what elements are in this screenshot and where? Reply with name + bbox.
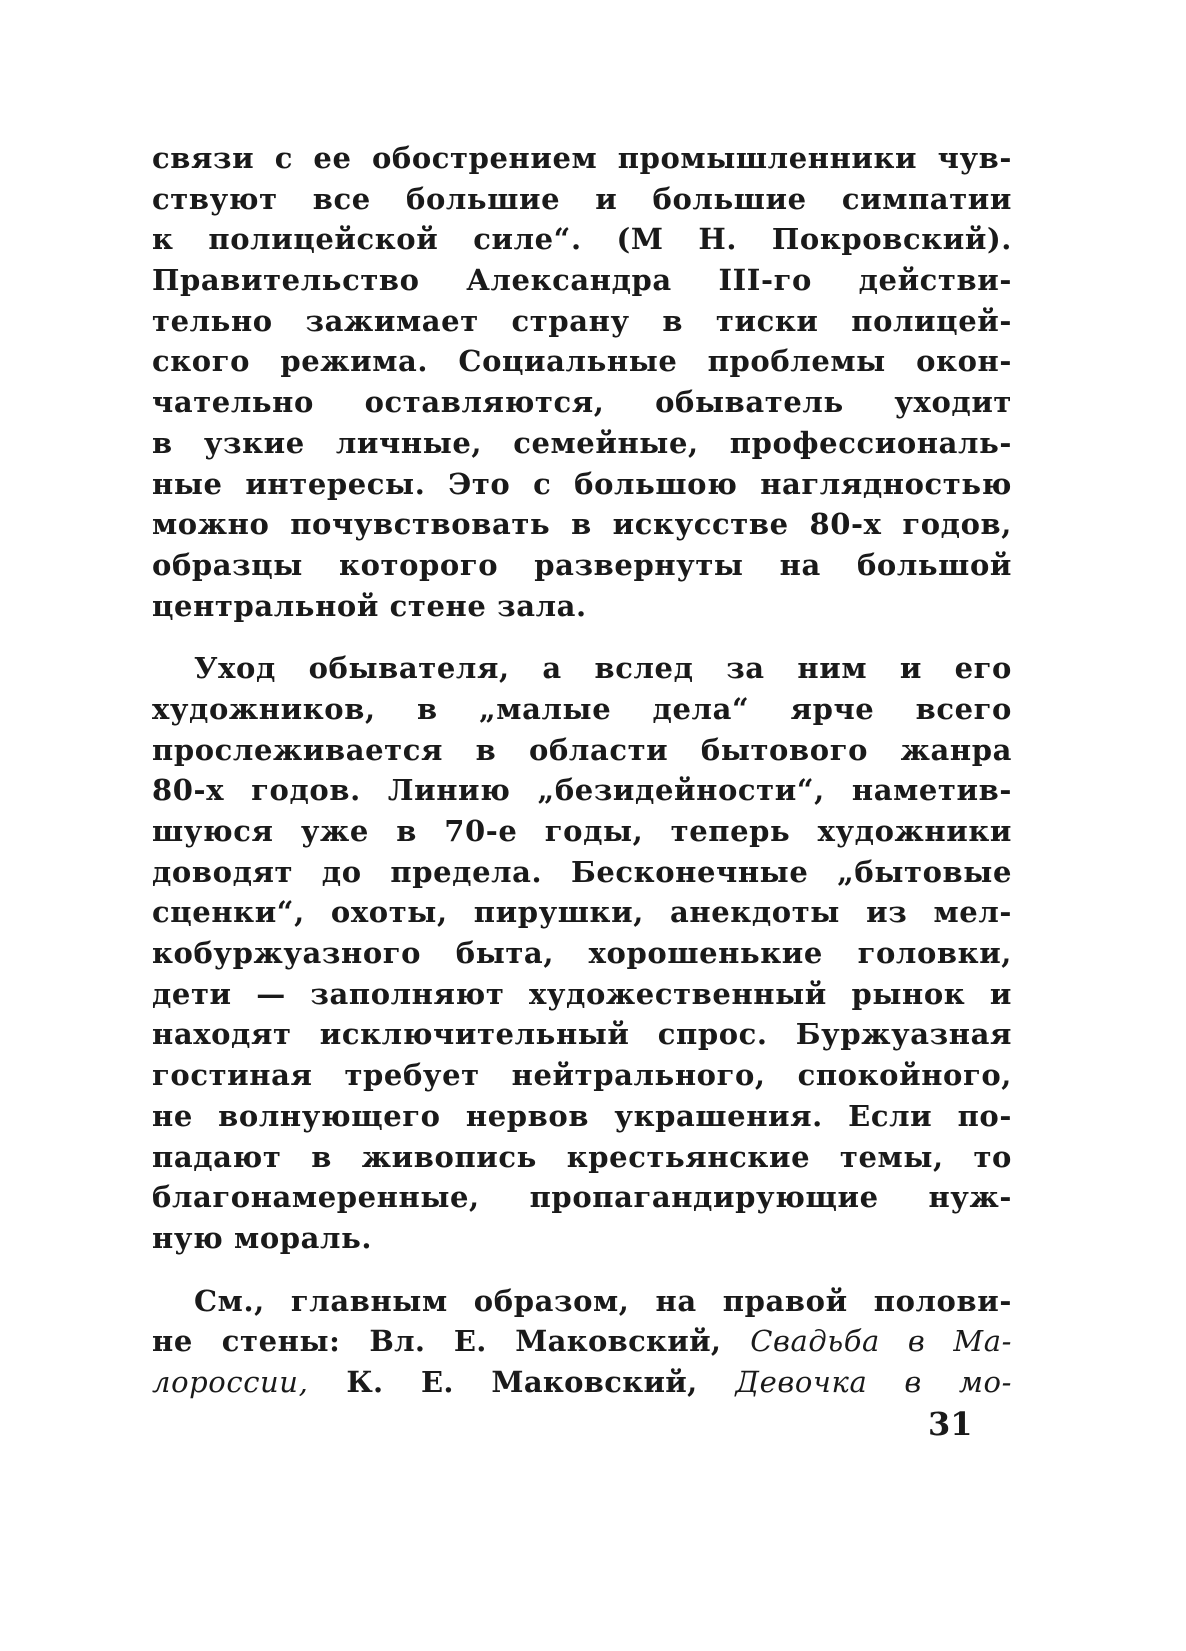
text-run: сценки“, охоты, пирушки, анекдоты из мел-	[152, 895, 1012, 930]
text-line	[152, 1055, 1012, 1096]
text-run: Правительство Александра III-го действи-	[152, 263, 1012, 298]
text-run: к полицейской силе“. (М Н. Покровский).	[152, 222, 1012, 257]
text-run: благонамеренные, пропагандирующие нуж-	[152, 1180, 1012, 1215]
body-text	[152, 138, 1012, 1403]
text-line	[152, 1281, 1012, 1322]
text-line	[152, 1177, 1012, 1218]
text-line	[152, 138, 1012, 179]
text-line	[152, 689, 1012, 730]
text-line	[152, 852, 1012, 893]
text-line	[152, 730, 1012, 771]
text-run: не волнующего нервов украшения. Если по-	[152, 1098, 1012, 1133]
paragraph-gap	[152, 1259, 1012, 1281]
text-line	[152, 179, 1012, 220]
page-number: 31	[928, 1405, 973, 1443]
text-line	[152, 1218, 1012, 1259]
text-run: связи с ее обострением промышленники чув-	[152, 141, 1012, 175]
text-run: в узкие личные, семейные, профессиональ-	[152, 425, 1012, 460]
text-line	[152, 586, 1012, 627]
text-line	[152, 1137, 1012, 1178]
bold-text-run: Вл. Е. Маковский,	[369, 1324, 722, 1359]
text-run: ствуют все большие и большие симпатии	[152, 181, 1012, 216]
text-run: образцы которого развернуты на большой	[152, 547, 1012, 582]
text-run: ского режима. Социальные проблемы окон-	[152, 344, 1012, 379]
text-line	[152, 301, 1012, 342]
paragraph	[152, 138, 1012, 626]
paragraph	[152, 648, 1012, 1258]
text-line	[152, 504, 1012, 545]
text-run: прослеживается в области бытового жанра	[152, 732, 1012, 767]
text-run: дети — заполняют художественный рынок и	[152, 976, 1012, 1011]
text-line	[152, 545, 1012, 586]
bold-text-run: К. Е. Маковский,	[346, 1364, 698, 1399]
text-line	[152, 219, 1012, 260]
paragraph-gap	[152, 626, 1012, 648]
text-run	[308, 1365, 346, 1399]
text-line	[152, 341, 1012, 382]
text-line	[152, 811, 1012, 852]
text-run: находят исключительный спрос. Буржуазная	[152, 1017, 1012, 1052]
text-line	[152, 382, 1012, 423]
text-run: шуюся уже в 70-е годы, теперь художники	[152, 814, 1012, 848]
text-run: центральной стене зала.	[152, 588, 587, 623]
text-run	[721, 1324, 750, 1358]
text-line	[152, 423, 1012, 464]
text-line	[152, 770, 1012, 811]
text-run: гостиная требует нейтрального, спокойного,	[152, 1058, 1012, 1093]
italic-text-run: Девочка в мо-	[735, 1364, 1012, 1399]
text-run: художников, в „малые дела“ ярче всего	[152, 691, 1012, 726]
text-run: См., главным образом, на правой полови-	[194, 1283, 1012, 1318]
text-run: Уход обывателя, а вслед за ним и его	[194, 651, 1012, 686]
text-run: ные интересы. Это с большою наглядностью	[152, 466, 1012, 501]
paragraph	[152, 1281, 1012, 1403]
text-run	[697, 1365, 735, 1399]
text-run: тельно зажимает страну в тиски полицей-	[152, 303, 1012, 338]
text-run: можно почувствовать в искусстве 80-х годов,	[152, 507, 1012, 542]
text-line	[152, 648, 1012, 689]
text-run: кобуржуазного быта, хорошенькие головки,	[152, 936, 1012, 971]
text-line	[152, 933, 1012, 974]
text-run: чательно оставляются, обыватель уходит	[152, 385, 1012, 420]
text-line	[152, 892, 1012, 933]
text-run: ную мораль.	[152, 1220, 373, 1255]
text-run: падают в живопись крестьянские темы, то	[152, 1139, 1012, 1174]
text-line	[152, 260, 1012, 301]
text-line	[152, 1096, 1012, 1137]
text-line	[152, 1362, 1012, 1403]
text-line	[152, 464, 1012, 505]
italic-text-run: лороссии,	[152, 1364, 309, 1399]
text-line	[152, 1321, 1012, 1362]
text-line	[152, 974, 1012, 1015]
text-run: доводят до предела. Бесконечные „бытовые	[152, 854, 1012, 889]
text-line	[152, 1014, 1012, 1055]
italic-text-run: Свадьба в Ма-	[750, 1324, 1012, 1359]
text-run: 80-х годов. Линию „безидейности“, наметив-	[152, 773, 1012, 808]
text-run: не стены:	[152, 1324, 370, 1359]
